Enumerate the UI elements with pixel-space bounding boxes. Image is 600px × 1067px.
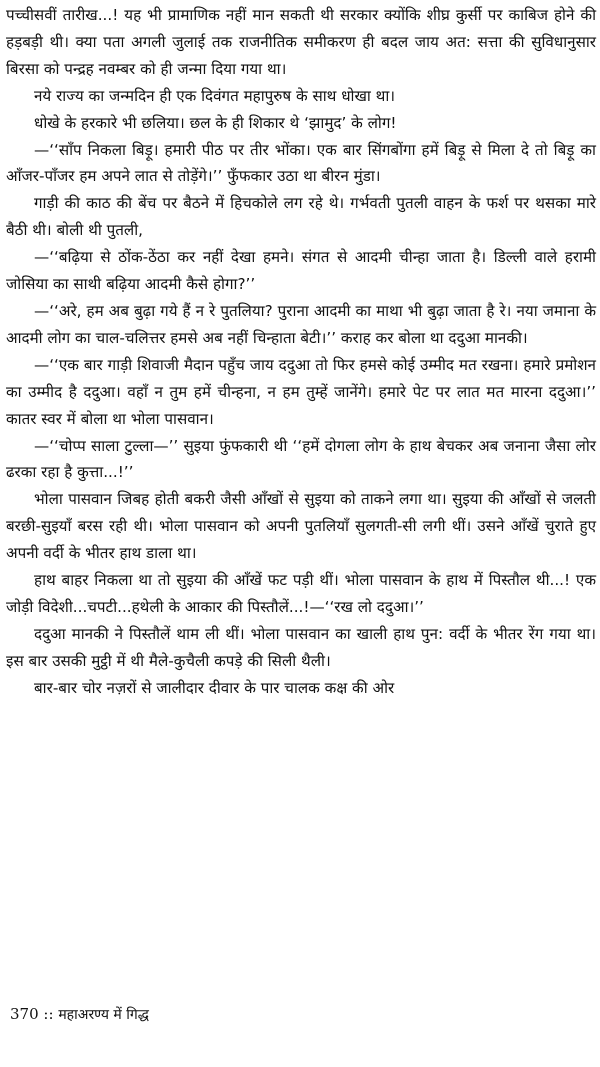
paragraph-2: नये राज्य का जन्मदिन ही एक दिवंगत महापुरुष के साथ धोखा था।: [34, 86, 396, 105]
paragraph-7: —‘‘अरे, हम अब बुढ़ा गये हैं न रे पुतलिया? पुराना आदमी का माथा भी बुढ़ा जाता है रे। नया जमाना के आदमी लोग का चाल-चलित्तर हमसे अब नहीं चिन्हाता बेटी।’’ कराह कर बोला था ददुआ मानकी।: [6, 301, 596, 347]
paragraph-3: धोखे के हरकारे भी छलिया। छल के ही शिकार थे ‘झामुद’ के लोग!: [34, 113, 397, 132]
page-footer: [10, 1005, 149, 1024]
footer-separator: ::: [43, 1005, 59, 1023]
paragraph-1: पच्चीसवीं तारीख...! यह भी प्रामाणिक नहीं मान सकती थी सरकार क्योंकि शीघ्र कुर्सी पर काबिज होने की हड़बड़ी थी। क्या पता अगली जुलाई तक राजनीतिक समीकरण ही बदल जाय अत: सत्ता की सुविधानुसार बिरसा को पन्द्रह नवम्बर को ही जन्मा दिया गया था।: [6, 6, 596, 78]
paragraph-13: बार-बार चोर नज़रों से जालीदार दीवार के पार चालक कक्ष की ओर: [34, 678, 395, 697]
paragraph-10: भोला पासवान जिबह होती बकरी जैसी आँखों से सुइया को ताकने लगा था। सुइया की आँखों से जलती बरछी-सुइयाँ बरस रही थी। भोला पासवान को अपनी पुतलियाँ सुलगती-सी लगी थीं। उसने आँखें चुराते हुए अपनी वर्दी के भीतर हाथ डाला था।: [6, 490, 596, 563]
paragraph-5: गाड़ी की काठ की बेंच पर बैठने में हिचकोले लग रहे थे। गर्भवती पुतली वाहन के फर्श पर थसका मारे बैठी थी। बोली थी पुतली,: [6, 194, 596, 240]
body-text: [6, 2, 596, 702]
paragraph-12: ददुआ मानकी ने पिस्तौलें थाम ली थीं। भोला पासवान का खाली हाथ पुन: वर्दी के भीतर रेंग गया था। इस बार उसकी मुट्ठी में थी मैले-कुचैली कपड़े की सिली थैली।: [6, 624, 596, 670]
paragraph-6: —‘‘बढ़िया से ठोंक-ठेंठा कर नहीं देखा हमने। संगत से आदमी चीन्हा जाता है। डिल्ली वाले हरामी जोसिया का साथी बढ़िया आदमी कैसे होगा?’’: [6, 248, 596, 294]
paragraph-4: —‘‘साँप निकला बिड़ू। हमारी पीठ पर तीर भोंका। एक बार सिंगबोंगा हमें बिड़ू से मिला दे तो बिड़ू का आँजर-पाँजर हम अपने लात से तोड़ेंगे।’’ फुँफकार उठा था बीरन मुंडा।: [6, 140, 596, 186]
paragraph-9: —‘‘चोप्प साला टुल्ला—’’ सुइया फुंफकारी थी ‘‘हमें दोगला लोग के हाथ बेचकर अब जनाना जैसा लोर ढरका रहा है कुत्ता...!’’: [6, 436, 596, 482]
paragraph-11: हाथ बाहर निकला था तो सुइया की आँखें फट पड़ी थीं। भोला पासवान के हाथ में पिस्तौल थी...! एक जोड़ी विदेशी...चपटी...हथेली के आकार की पिस्तौलें...!—‘‘रख लो ददुआ।’’: [6, 571, 596, 616]
page-number: 370: [10, 1005, 39, 1023]
paragraph-8: —‘‘एक बार गाड़ी शिवाजी मैदान पहुँच जाय ददुआ तो फिर हमसे कोई उम्मीद मत रखना। हमारे प्रमोशन का उम्मीद है ददुआ। वहाँ न तुम हमें चीन्हना, न हम तुम्हें जानेंगे। हमारे पेट पर लात मत मारना ददुआ।’’ कातर स्वर में बोला था भोला पासवान।: [6, 355, 596, 428]
book-title: महाअरण्य में गिद्ध: [58, 1007, 149, 1023]
